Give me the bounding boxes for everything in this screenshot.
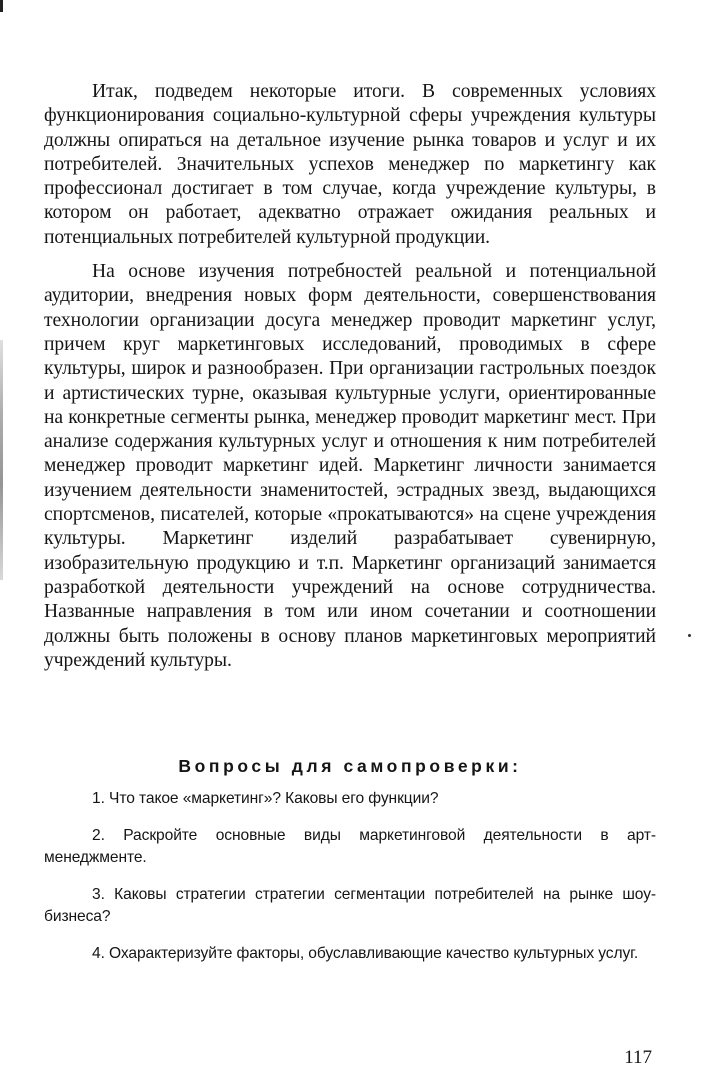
scan-edge-mark bbox=[0, 0, 3, 12]
paragraph-marketing-types: На основе изучения потребностей реальной и потенциальной аудитории, внедрения новых форм деятельности, совершенствования технологии организации досуга менеджер проводит маркетинг услуг, причем круг маркетинговых исследований, проводимых в сфере культуры, широк и разнообразен. При организации гастрольных поездок и артистических турне, оказывая культурные услуги, ориентированные на конкретные сегменты рынка, менеджер проводит маркетинг мест. При анализе содержания культурных услуг и отношения к ним потребителей менеджер проводит маркетинг идей. Маркетинг личности занимается изучением деятельности знаменитостей, эстрадных звезд, выдающихся спортсменов, писателей, которые «прокатываются» на сцене учреждения культуры. Маркетинг изделий разрабатывает сувенирную, изобразительную продукцию и т.п. Маркетинг организаций занимается разработкой деятельности учреждений на основе сотрудничества. Названные направления в том или ином сочетании и соотношении должны быть положены в основу планов маркетинговых мероприятий учреждений культуры. bbox=[44, 261, 656, 671]
page-number: 117 bbox=[624, 1047, 652, 1068]
scan-dust-dot bbox=[688, 634, 691, 637]
scan-binding-shadow bbox=[0, 340, 3, 580]
question-item-1: 1. Что такое «маркетинг»? Каковы его функции? bbox=[92, 790, 439, 807]
body-text bbox=[44, 80, 656, 683]
questions-heading: Вопросы для самопроверки: bbox=[178, 756, 522, 776]
question-item-3: 3. Каковы стратегии стратегии сегментации потребителей на рынке шоу-бизнеса? bbox=[44, 886, 656, 925]
question-item-4: 4. Охарактеризуйте факторы, обуславливающие качество культурных услуг. bbox=[92, 945, 639, 962]
question-item-2: 2. Раскройте основные виды маркетинговой деятельности в арт-менеджменте. bbox=[44, 827, 656, 866]
paragraph-summary: Итак, подведем некоторые итоги. В современных условиях функционирования социально-культурной сферы учреждения культуры должны опираться на детальное изучение рынка товаров и услуг и их потребителей. Значительных успехов менеджер по маркетингу как профессионал достигает в том случае, когда учреждение культуры, в котором он работает, адекватно отражает ожидания реальных и потенциальных потребителей культурной продукции. bbox=[44, 81, 656, 248]
questions-list bbox=[44, 788, 656, 980]
